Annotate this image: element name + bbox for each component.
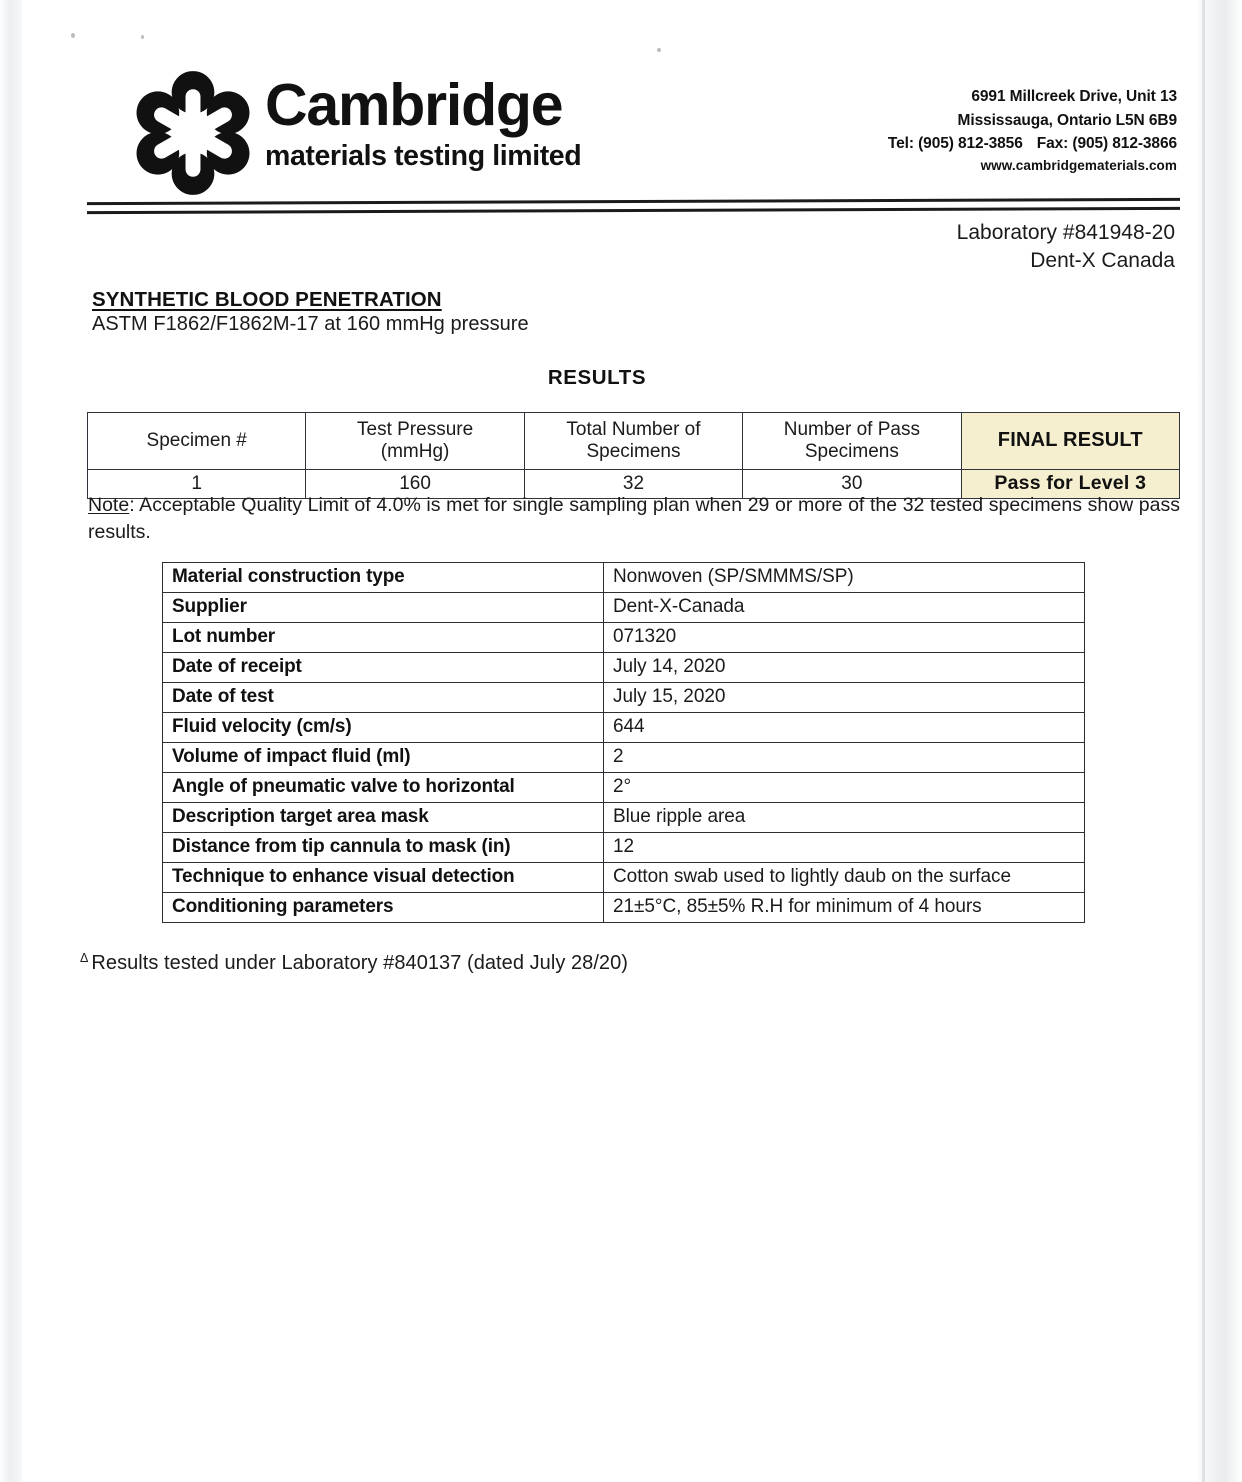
detail-label: Conditioning parameters — [163, 893, 604, 923]
detail-value: 644 — [604, 713, 1085, 743]
client-name: Dent-X Canada — [1030, 248, 1175, 272]
company-tel: Tel: (905) 812-3856 — [887, 135, 1023, 153]
detail-label: Date of receipt — [163, 653, 604, 683]
detail-label: Date of test — [163, 683, 604, 713]
cell-specimen-number: 1 — [88, 470, 306, 499]
table-row — [163, 863, 1085, 893]
company-fax: Fax: (905) 812-3866 — [1036, 135, 1177, 153]
table-row — [163, 803, 1085, 833]
results-table-header-row — [88, 413, 1180, 470]
results-header-final-result — [961, 413, 1179, 470]
brand-block — [265, 72, 685, 172]
results-header-pass-specimens — [743, 413, 961, 470]
report-footnote — [80, 951, 628, 975]
results-table — [87, 412, 1180, 499]
table-row — [163, 773, 1085, 803]
results-header-test-pressure — [306, 413, 524, 470]
document-sheet — [22, 0, 1198, 1482]
cell-pass-specimens: 30 — [743, 470, 961, 499]
header-line: Test Pressure — [357, 418, 474, 440]
table-row — [163, 623, 1085, 653]
cambridge-ring-logo-icon — [127, 70, 259, 196]
company-contact-block — [722, 85, 1177, 176]
specimen-details-body — [163, 563, 1085, 923]
results-heading: RESULTS — [547, 366, 647, 389]
detail-label: Supplier — [163, 593, 604, 623]
laboratory-number: Laboratory #841948-20 — [956, 221, 1175, 244]
detail-value: Dent-X-Canada — [604, 593, 1085, 623]
detail-value: 071320 — [604, 623, 1085, 653]
report-reference — [957, 219, 1175, 275]
company-address-line1: 6991 Millcreek Drive, Unit 13 — [971, 88, 1177, 105]
detail-label: Volume of impact fluid (ml) — [163, 743, 604, 773]
detail-value: 12 — [604, 833, 1085, 863]
company-tagline: materials testing limited — [265, 140, 582, 172]
note-text: : Acceptable Quality Limit of 4.0% is met for single sampling plan when 29 or more of the 32 tested specimens show pass results. — [88, 494, 1180, 543]
company-phone-row — [722, 132, 1177, 156]
cell-final-result: Pass for Level 3 — [961, 470, 1179, 499]
table-row — [163, 893, 1085, 923]
letterhead — [22, 58, 1198, 198]
detail-value: July 15, 2020 — [604, 683, 1085, 713]
header-line: Specimens — [586, 441, 681, 462]
header-line: Specimen # — [146, 429, 247, 451]
header-line: Number of Pass — [783, 418, 920, 440]
detail-value: July 14, 2020 — [604, 653, 1085, 683]
detail-label: Distance from tip cannula to mask (in) — [163, 833, 604, 863]
company-name: Cambridge — [265, 72, 563, 138]
detail-label: Description target area mask — [163, 803, 604, 833]
detail-value: Cotton swab used to lightly daub on the surface — [604, 863, 1085, 893]
test-standard: ASTM F1862/F1862M-17 at 160 mmHg pressure — [92, 313, 529, 335]
specimen-details-table — [162, 562, 1085, 923]
header-line: Total Number of — [566, 418, 701, 440]
detail-value: 2 — [604, 743, 1085, 773]
results-header-total-specimens — [524, 413, 742, 470]
cell-test-pressure: 160 — [306, 470, 524, 499]
detail-value: Blue ripple area — [604, 803, 1085, 833]
header-divider-rules — [87, 200, 1180, 212]
table-row — [163, 713, 1085, 743]
header-line: FINAL RESULT — [997, 429, 1143, 452]
table-row — [163, 833, 1085, 863]
table-row — [163, 683, 1085, 713]
detail-label: Technique to enhance visual detection — [163, 863, 604, 893]
company-website: www.cambridgematerials.com — [980, 157, 1177, 173]
detail-value: Nonwoven (SP/SMMMS/SP) — [604, 563, 1085, 593]
page-edge-left — [0, 0, 22, 1482]
company-address-line2: Mississauga, Ontario L5N 6B9 — [957, 111, 1177, 129]
quality-note — [88, 492, 1180, 546]
table-row — [163, 563, 1085, 593]
results-header-specimen — [88, 413, 306, 470]
detail-label: Lot number — [163, 623, 604, 653]
detail-label: Material construction type — [163, 563, 604, 593]
cell-total-specimens: 32 — [524, 470, 742, 499]
header-line: Specimens — [804, 441, 899, 462]
header-line: (mmHg) — [380, 441, 450, 462]
footnote-text: Results tested under Laboratory #840137 (dated July 28/20) — [91, 952, 628, 974]
test-title: SYNTHETIC BLOOD PENETRATION — [92, 288, 442, 311]
table-row — [163, 653, 1085, 683]
page-edge-right-line — [1202, 0, 1205, 1482]
detail-value: 2° — [604, 773, 1085, 803]
table-row — [163, 743, 1085, 773]
detail-label: Angle of pneumatic valve to horizontal — [163, 773, 604, 803]
table-row — [163, 593, 1085, 623]
detail-value: 21±5°C, 85±5% R.H for minimum of 4 hours — [604, 893, 1085, 923]
detail-label: Fluid velocity (cm/s) — [163, 713, 604, 743]
footnote-marker: Δ — [80, 951, 89, 965]
note-label: Note — [88, 494, 130, 516]
